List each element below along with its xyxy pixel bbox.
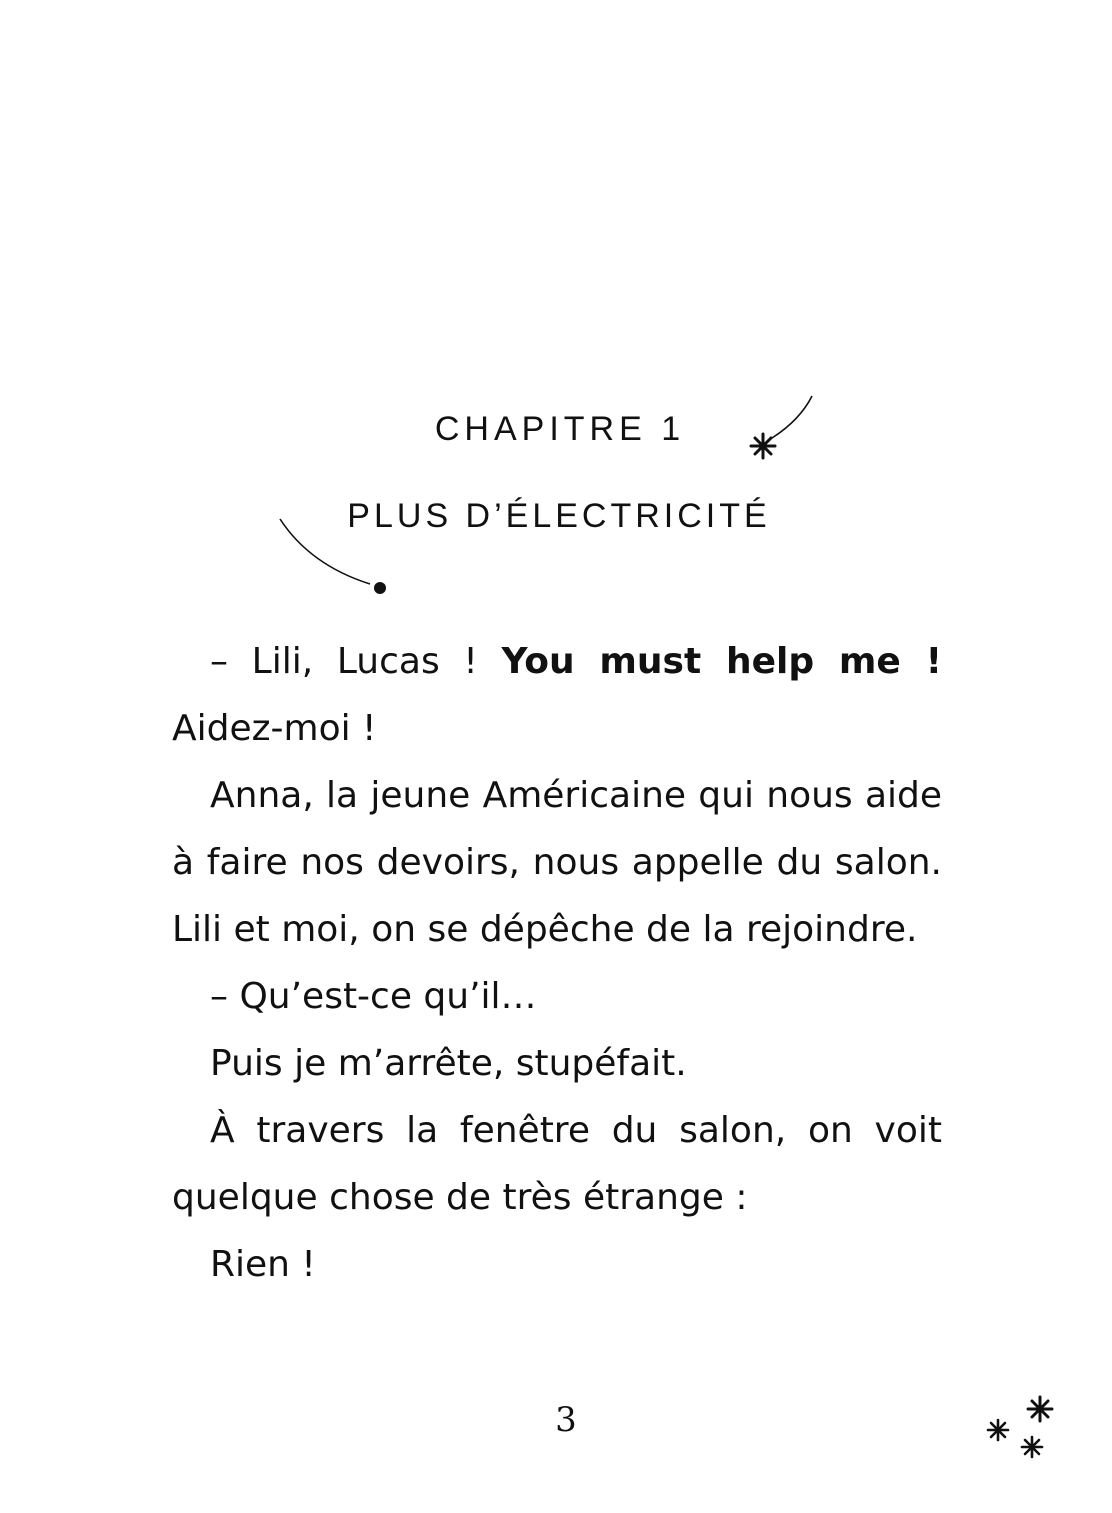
paragraph-2: Anna, la jeune Américaine qui nous aide à faire nos devoirs, nous appelle du salon. Lili et moi, on se dépêche de la rejoindre.: [172, 775, 942, 950]
bold-english-phrase: You must help me !: [501, 641, 942, 682]
dialogue-translation: Aidez-moi !: [172, 708, 377, 749]
dialogue-text: – Lili, Lucas !: [210, 641, 502, 682]
paragraph-6: Rien !: [210, 1244, 316, 1285]
page-number: 3: [555, 1400, 577, 1440]
chapter-label: CHAPITRE 1: [434, 410, 686, 448]
chapter-title: PLUS D’ÉLECTRICITÉ: [347, 497, 771, 535]
paragraph-5: À travers la fenêtre du salon, on voit quelque chose de très étrange :: [172, 1110, 942, 1218]
paragraph-4: Puis je m’arrête, stupéfait.: [210, 1043, 687, 1084]
chapter-body: [172, 628, 942, 1298]
paragraph-3: – Qu’est-ce qu’il…: [210, 976, 537, 1017]
paragraph-1: [172, 628, 942, 762]
